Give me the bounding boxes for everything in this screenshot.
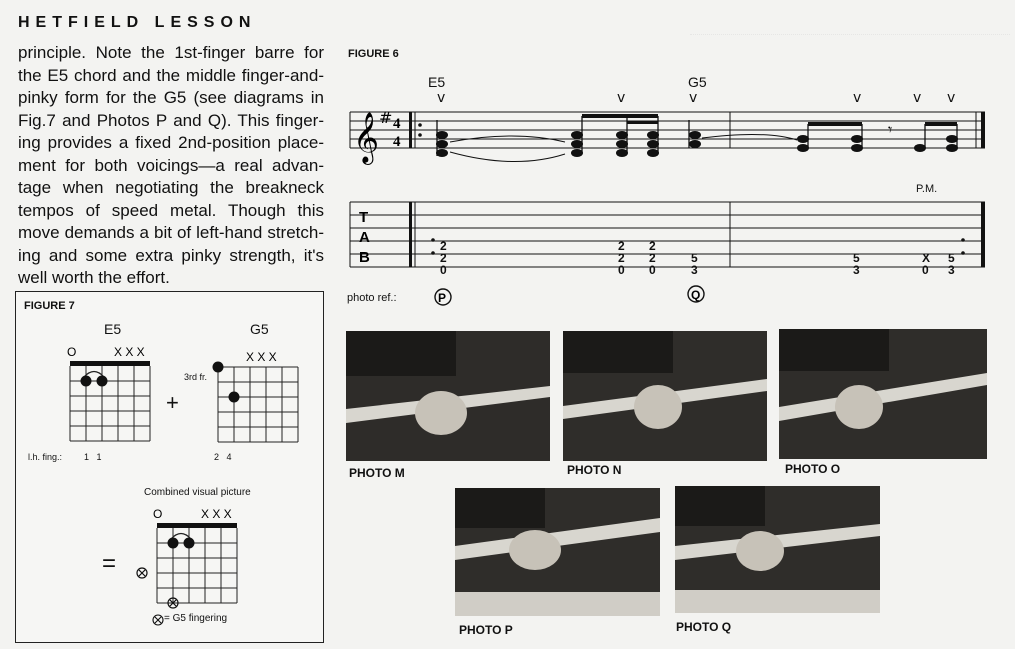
e5-finger-dot — [81, 376, 92, 387]
figure-7-box — [15, 291, 324, 643]
svg-text:v: v — [853, 90, 862, 106]
tab-number: 3 — [853, 263, 860, 277]
g5-finger-dot — [229, 392, 240, 403]
treble-clef-icon: 𝄞 — [353, 112, 380, 163]
photo-m-image — [346, 331, 550, 461]
plus-sign: + — [166, 390, 179, 415]
time-signature-top: 4 — [393, 116, 401, 132]
combined-open-string-marker: O — [153, 507, 163, 521]
figure-6-title: FIGURE 6 — [348, 48, 399, 60]
accent-marks — [437, 90, 955, 106]
tab-number: X — [922, 251, 931, 265]
tab-number: 2 — [440, 251, 447, 265]
svg-text:Q: Q — [691, 288, 701, 302]
tab-letter-a: A — [359, 229, 370, 246]
photo-o-image — [779, 329, 987, 459]
g5-chord-label: G5 — [250, 321, 269, 337]
combined-chord-diagram — [146, 506, 266, 616]
photo-ref-label: photo ref.: — [347, 292, 397, 304]
tab-number: 5 — [691, 251, 698, 265]
g5-fingering-legend: = G5 fingering — [164, 613, 228, 624]
chord-label-e5: E5 — [428, 74, 446, 90]
g5-chord-diagram — [206, 350, 316, 460]
article-body-paragraph: principle. Note the 1st-finger barre for the E5 chord and the middle finger-and-pinky form for the G5 (see diagrams in Fig.7 and Photos P and Q). This finger-ing provides a fixed 2nd-position place-ment for both voicings—a real advan-tage when negotiating the breakneck tempos of speed metal. Though this move demands a bit of left-hand stretch-ing and some extra pinky strength, it's well worth the effort. — [18, 43, 324, 287]
tab-number: 2 — [618, 239, 625, 253]
g5-muted-strings: X X X — [246, 350, 277, 364]
tab-letter-b: B — [359, 249, 370, 266]
svg-text:𝄾: 𝄾 — [888, 120, 893, 139]
key-signature-sharp: # — [379, 108, 393, 127]
tab-letter-t: T — [359, 209, 369, 226]
tab-number: 0 — [618, 263, 625, 277]
photo-n-label: PHOTO N — [567, 463, 622, 477]
tab-number: 2 — [618, 251, 625, 265]
combined-finger-dot — [168, 538, 179, 549]
photo-ref-q-marker — [688, 286, 704, 302]
photo-q-image — [675, 486, 880, 613]
e5-muted-strings: X X X — [114, 345, 145, 359]
tab-number: 3 — [691, 263, 698, 277]
palm-mute-label: P.M. — [916, 183, 938, 195]
e5-fingering: 1 1 — [84, 452, 102, 462]
lh-fingering-label: l.h. fing.: — [28, 452, 63, 462]
tab-number: 0 — [922, 263, 929, 277]
e5-chord-diagram — [56, 344, 166, 454]
tab-number: 0 — [649, 263, 656, 277]
e5-open-string-marker: O — [67, 345, 77, 359]
photo-p-label: PHOTO P — [459, 623, 513, 637]
svg-text:v: v — [947, 90, 956, 106]
g5-fingering: 2 4 — [214, 452, 232, 462]
third-fret-label: 3rd fr. — [184, 372, 208, 382]
figure-7-title: FIGURE 7 — [24, 300, 75, 312]
tab-number: 5 — [853, 251, 860, 265]
tab-number: 0 — [440, 263, 447, 277]
photo-ref-p-marker — [435, 289, 451, 305]
photo-n-image — [563, 331, 767, 461]
time-signature-bottom: 4 — [393, 134, 401, 150]
combined-muted-strings: X X X — [201, 507, 232, 521]
tab-number: 2 — [649, 251, 656, 265]
chord-label-g5: G5 — [688, 74, 707, 90]
tab-number: 2 — [440, 239, 447, 253]
svg-text:v: v — [437, 90, 446, 106]
combined-visual-title: Combined visual picture — [144, 487, 251, 498]
photo-p-image — [455, 488, 660, 616]
tab-number: 3 — [948, 263, 955, 277]
photo-q-label: PHOTO Q — [676, 620, 732, 634]
e5-finger-dot — [97, 376, 108, 387]
tab-number: 2 — [649, 239, 656, 253]
svg-text:P: P — [438, 291, 447, 305]
legend-marker-icon — [152, 614, 164, 626]
svg-text:v: v — [689, 90, 698, 106]
svg-text:v: v — [617, 90, 626, 106]
photo-o-label: PHOTO O — [785, 462, 841, 476]
combined-finger-dot — [184, 538, 195, 549]
photo-m-label: PHOTO M — [349, 466, 405, 480]
svg-text:v: v — [913, 90, 922, 106]
e5-chord-label: E5 — [104, 321, 122, 337]
tab-number: 5 — [948, 251, 955, 265]
article-header: HETFIELD LESSON — [18, 14, 257, 31]
equals-sign: = — [102, 550, 117, 577]
g5-finger-dot — [213, 362, 224, 373]
